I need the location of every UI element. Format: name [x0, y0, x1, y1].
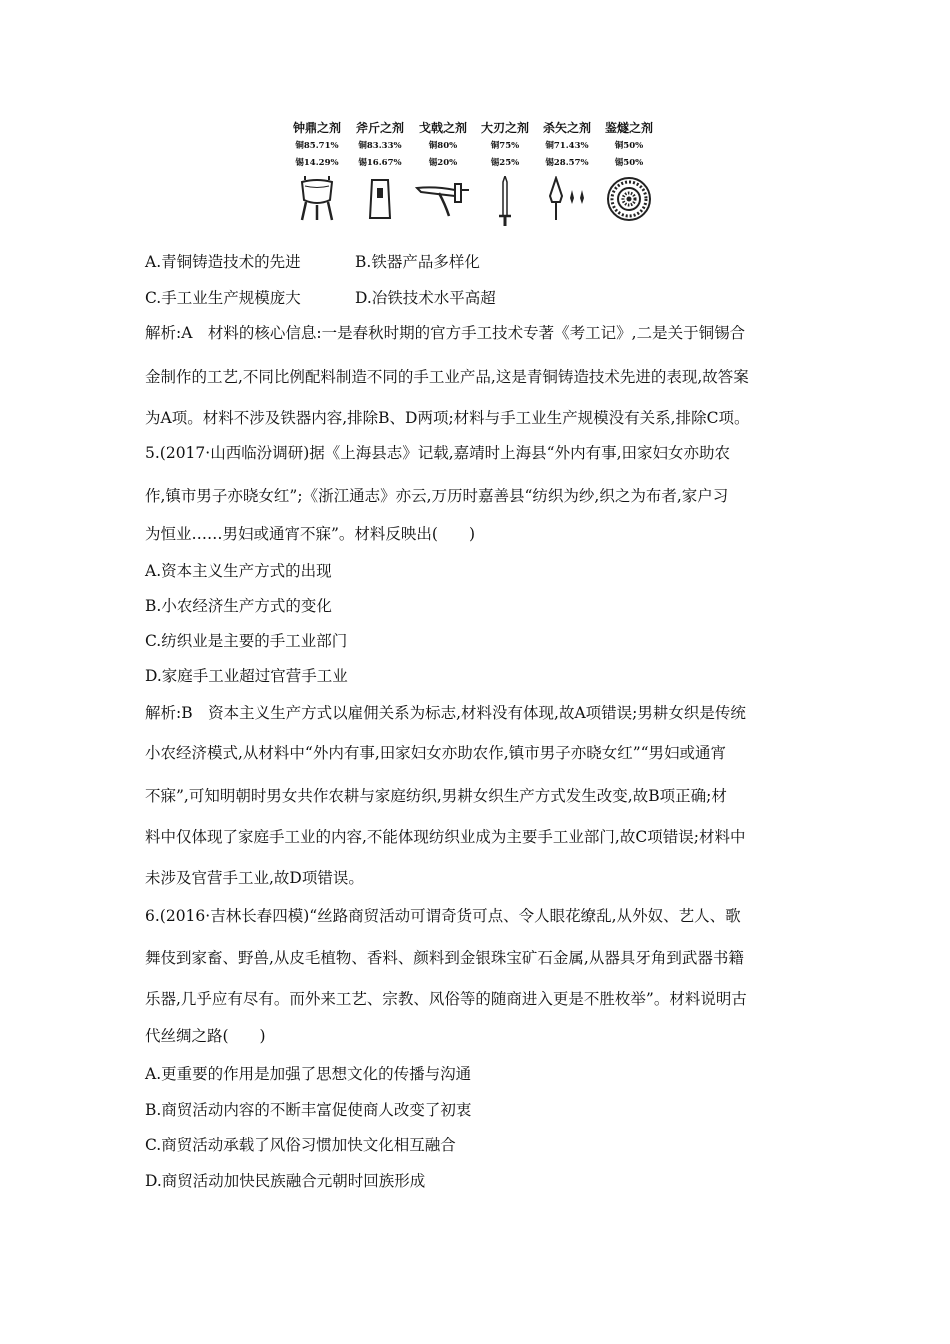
q6-stem-line: 6.(2016·吉林长春四模)“丝路商贸活动可谓奇货可点、令人眼花缭乱,从外奴、艺人、歌 [145, 907, 741, 925]
q5-analysis-line: 不寐”,可知明朝时男女共作农耕与家庭纺织,男耕女织生产方式发生改变,故B项正确;材 [145, 787, 727, 805]
q5-option-d: D.家庭手工业超过官营手工业 [145, 667, 348, 685]
ding-vessel-icon [297, 176, 337, 222]
arrowhead-icon [544, 176, 590, 222]
bronze-alloy-figure [285, 118, 665, 228]
q5-analysis-line: 解析:B 资本主义生产方式以雇佣关系为标志,材料没有体现,故A项错误;男耕女织是传统 [145, 704, 746, 722]
q6-option-a: A.更重要的作用是加强了思想文化的传播与沟通 [145, 1065, 472, 1083]
bronze-mirror-icon [606, 176, 652, 222]
alloy-copper: 铜71.43% [545, 141, 589, 151]
alloy-item-ding [285, 118, 349, 222]
q5-stem-line: 为恒业……男妇或通宵不寐”。材料反映出( ) [145, 525, 476, 543]
q5-option-b: B.小农经济生产方式的变化 [145, 597, 332, 615]
alloy-item-mirror [597, 118, 661, 222]
q6-option-c: C.商贸活动承载了风俗习惯加快文化相互融合 [145, 1136, 456, 1154]
alloy-item-arrowhead [535, 118, 599, 222]
q5-analysis-line: 未涉及官营手工业,故D项错误。 [145, 869, 364, 887]
alloy-name: 斧斤之剂 [355, 121, 404, 135]
alloy-copper: 铜85.71% [295, 141, 339, 151]
alloy-name: 杀矢之剂 [542, 121, 591, 135]
alloy-tin: 锡14.29% [295, 158, 339, 168]
alloy-name: 戈戟之剂 [418, 121, 467, 135]
dagger-axe-icon [415, 176, 471, 222]
alloy-tin: 锡16.67% [358, 158, 402, 168]
alloy-item-dagger-axe [411, 118, 475, 222]
q5-option-c: C.纺织业是主要的手工业部门 [145, 632, 348, 650]
alloy-tin: 锡28.57% [545, 158, 589, 168]
q4-analysis-line: 解析:A 材料的核心信息:一是春秋时期的官方手工技术专著《考工记》,二是关于铜锡合 [145, 324, 746, 342]
q6-option-d: D.商贸活动加快民族融合元朝时回族形成 [145, 1172, 426, 1190]
q5-stem-line: 5.(2017·山西临汾调研)据《上海县志》记载,嘉靖时上海县“外内有事,田家妇女亦助农 [145, 444, 731, 462]
q5-option-a: A.资本主义生产方式的出现 [145, 562, 332, 580]
alloy-copper: 铜75% [490, 141, 520, 151]
alloy-tin: 锡20% [428, 158, 458, 168]
alloy-copper: 铜83.33% [358, 141, 402, 151]
q4-option-c: C.手工业生产规模庞大 [145, 289, 301, 307]
axe-icon [360, 176, 400, 222]
q6-stem-line: 乐器,几乎应有尽有。而外来工艺、宗教、风俗等的随商进入更是不胜枚举”。材料说明古 [145, 990, 747, 1008]
alloy-name: 大刃之剂 [480, 121, 529, 135]
q4-analysis-line: 为A项。材料不涉及铁器内容,排除B、D两项;材料与手工业生产规模没有关系,排除C项。 [145, 409, 750, 427]
alloy-copper: 铜50% [614, 141, 644, 151]
alloy-copper: 铜80% [428, 141, 458, 151]
q4-option-d: D.冶铁技术水平高超 [355, 289, 496, 307]
q5-stem-line: 作,镇市男子亦晓女红”;《浙江通志》亦云,万历时嘉善县“纺织为纱,织之为布者,家户习 [145, 487, 729, 505]
q6-stem-line: 代丝绸之路( ) [145, 1027, 266, 1045]
alloy-tin: 锡50% [614, 158, 644, 168]
q5-analysis-line: 小农经济模式,从材料中“外内有事,田家妇女亦助农作,镇市男子亦晓女红”“男妇或通宵 [145, 744, 727, 762]
alloy-item-sword [473, 118, 537, 228]
sword-icon [485, 176, 525, 228]
q4-option-b: B.铁器产品多样化 [355, 253, 480, 271]
alloy-item-axe [348, 118, 412, 222]
q4-option-a: A.青铜铸造技术的先进 [145, 253, 301, 271]
q4-analysis-line: 金制作的工艺,不同比例配料制造不同的手工业产品,这是青铜铸造技术先进的表现,故答案 [145, 368, 749, 386]
q6-option-b: B.商贸活动内容的不断丰富促使商人改变了初衷 [145, 1101, 472, 1119]
alloy-name: 鉴燧之剂 [604, 121, 653, 135]
q6-stem-line: 舞伎到家畜、野兽,从皮毛植物、香料、颜料到金银珠宝矿石金属,从器具牙角到武器书籍 [145, 949, 744, 967]
q5-analysis-line: 料中仅体现了家庭手工业的内容,不能体现纺织业成为主要手工业部门,故C项错误;材料中 [145, 828, 746, 846]
alloy-tin: 锡25% [490, 158, 520, 168]
alloy-name: 钟鼎之剂 [292, 121, 341, 135]
